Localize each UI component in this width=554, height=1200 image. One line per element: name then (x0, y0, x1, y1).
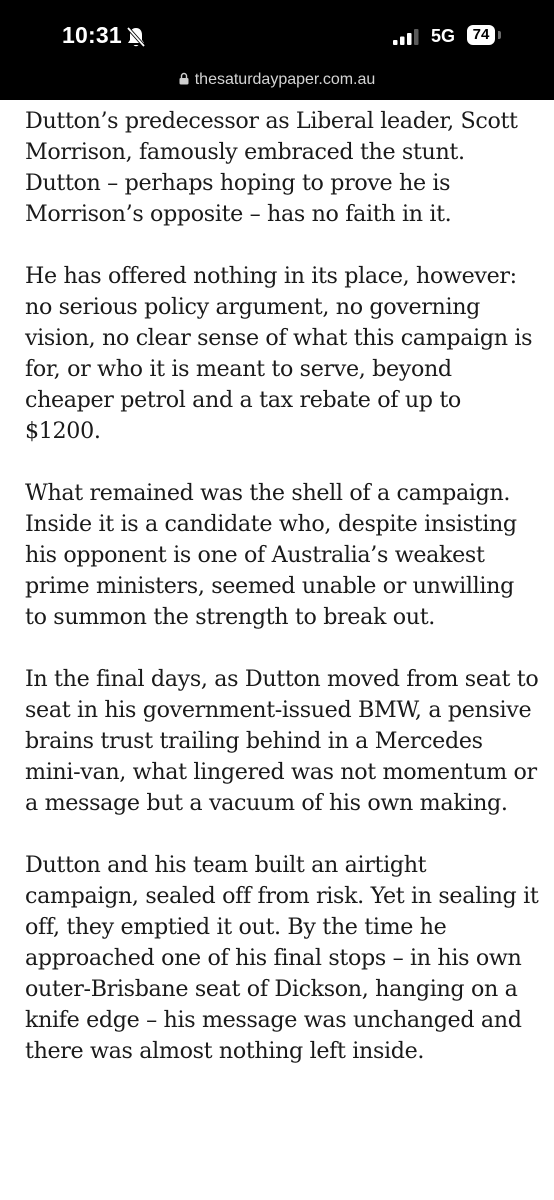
address-bar[interactable] (0, 66, 554, 94)
signal-bars-icon (393, 29, 419, 45)
status-bar (0, 0, 554, 72)
lock-icon (179, 72, 189, 85)
battery-level: 74 (472, 26, 490, 43)
browser-top-bar (0, 0, 554, 100)
article-paragraph-5: Dutton and his team built an airtight campaign, sealed off from risk. Yet in sealing it off, they emptied it out. By the time he approached one of his final stops – in his own outer-Brisbane seat of Dickson, hanging on a knife edge – his message was unchanged and there was almost nothing left inside. (25, 852, 539, 1064)
battery-icon (467, 25, 495, 45)
status-time: 10:31 (62, 22, 122, 48)
article-paragraph-1: Dutton’s predecessor as Liberal leader, Scott Morrison, famously embraced the stunt. Dutton – perhaps hoping to prove he is Morrison’s opposite – has no faith in it. (25, 108, 518, 227)
url-text[interactable]: thesaturdaypaper.com.au (194, 71, 376, 88)
article-paragraph-4: In the final days, as Dutton moved from seat to seat in his government-issued BMW, a pensive brains trust trailing behind in a Mercedes mini-van, what lingered was not momentum or a message but a vacuum of his own making. (25, 666, 539, 816)
bell-slash-icon (126, 26, 146, 48)
article-paragraph-2: He has offered nothing in its place, however: no serious policy argument, no governing vision, no clear sense of what this campaign is for, or who it is meant to serve, beyond cheaper petrol and a tax rebate of up to $1200. (25, 263, 533, 444)
article-body (25, 106, 541, 1098)
battery-cap (498, 31, 501, 39)
article-paragraph-3: What remained was the shell of a campaign. Inside it is a candidate who, despite insisting his opponent is one of Australia’s weakest prime ministers, seemed unable or unwilling to summon the strength to break out. (25, 480, 517, 630)
network-type: 5G (431, 26, 456, 46)
